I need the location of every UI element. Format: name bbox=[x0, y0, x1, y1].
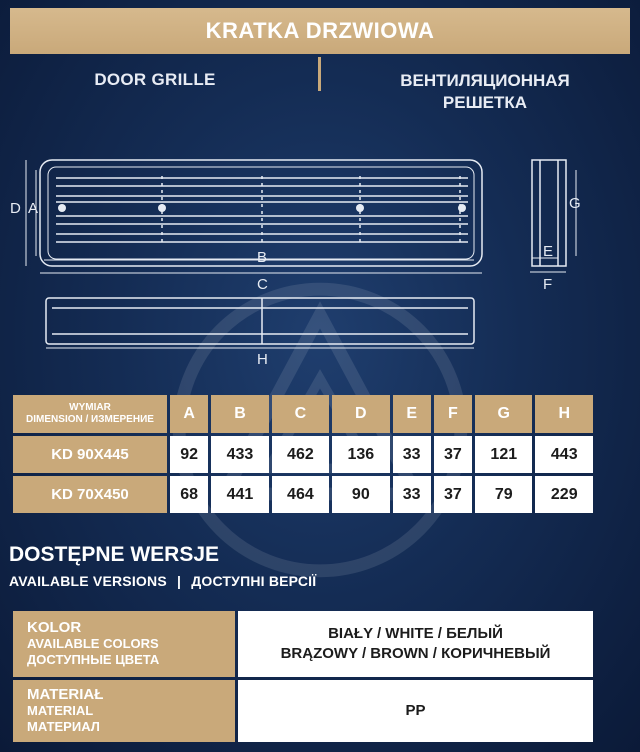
column-header-c: C bbox=[272, 395, 329, 433]
material-label-pl: MATERIAŁ bbox=[27, 686, 104, 703]
table-row bbox=[13, 436, 593, 473]
table-cell: 462 bbox=[272, 436, 329, 473]
material-label-en: MATERIAL bbox=[27, 703, 94, 718]
column-header-a: A bbox=[170, 395, 208, 433]
back-frame-view bbox=[46, 298, 474, 344]
dimension-lines bbox=[26, 160, 482, 348]
drawing-label-a: A bbox=[28, 200, 39, 217]
table-cell: 37 bbox=[434, 476, 472, 513]
drawing-label-b: B bbox=[257, 249, 268, 266]
column-header-e: E bbox=[393, 395, 431, 433]
color-label bbox=[13, 611, 235, 677]
versions-subtitle bbox=[9, 573, 316, 589]
drawing-label-f: F bbox=[543, 276, 553, 293]
table-cell: 68 bbox=[170, 476, 208, 513]
versions-title: DOSTĘPNE WERSJE bbox=[9, 543, 220, 566]
versions-subtitle-ua: ДОСТУПНІ ВЕРСІЇ bbox=[191, 573, 317, 589]
dimension-header-line1: WYMIAR bbox=[69, 402, 111, 413]
column-header-b: B bbox=[211, 395, 268, 433]
dimension-header-line2: DIMENSION / ИЗМЕРЕНИЕ bbox=[26, 414, 154, 425]
color-label-en: AVAILABLE COLORS bbox=[27, 636, 159, 651]
table-cell: 443 bbox=[535, 436, 593, 473]
table-cell: 121 bbox=[475, 436, 532, 473]
table-cell: 433 bbox=[211, 436, 268, 473]
subtitle-divider bbox=[318, 57, 321, 91]
color-label-pl: KOLOR bbox=[27, 619, 82, 636]
table-cell: 37 bbox=[434, 436, 472, 473]
table-cell: 33 bbox=[393, 436, 431, 473]
color-value bbox=[238, 611, 593, 677]
title-bar bbox=[10, 8, 630, 54]
subtitle-english: DOOR GRILLE bbox=[94, 70, 216, 89]
table-cell: 92 bbox=[170, 436, 208, 473]
column-header-f: F bbox=[434, 395, 472, 433]
table-cell: 79 bbox=[475, 476, 532, 513]
table-cell: 33 bbox=[393, 476, 431, 513]
table-cell: 136 bbox=[332, 436, 389, 473]
table-cell: 229 bbox=[535, 476, 593, 513]
material-value: PP bbox=[238, 680, 593, 742]
color-row bbox=[13, 611, 593, 677]
drawing-label-h: H bbox=[257, 351, 268, 368]
material-row bbox=[13, 680, 593, 742]
subtitle-russian-line1: ВЕНТИЛЯЦИОННАЯ bbox=[400, 71, 570, 90]
drawing-label-g: G bbox=[569, 195, 581, 212]
color-value-line2: BRĄZOWY / BROWN / КОРИЧНЕВЫЙ bbox=[280, 645, 551, 662]
table-row bbox=[13, 476, 593, 513]
column-header-g: G bbox=[475, 395, 532, 433]
material-label bbox=[13, 680, 235, 742]
drawing-label-e: E bbox=[543, 243, 554, 260]
column-header-h: H bbox=[535, 395, 593, 433]
technical-drawing bbox=[0, 140, 640, 370]
table-cell: 441 bbox=[211, 476, 268, 513]
page-title: KRATKA DRZWIOWA bbox=[205, 18, 435, 43]
color-label-ru: ДОСТУПНЫЕ ЦВЕТА bbox=[27, 652, 160, 667]
model-name: KD 90X445 bbox=[13, 436, 167, 473]
dimension-header bbox=[13, 395, 167, 433]
model-name: KD 70X450 bbox=[13, 476, 167, 513]
table-cell: 464 bbox=[272, 476, 329, 513]
dimensions-header-row bbox=[13, 395, 593, 433]
drawing-label-c: C bbox=[257, 276, 268, 293]
subtitle-russian-line2: РЕШЕТКА bbox=[442, 93, 528, 112]
versions-separator: | bbox=[176, 573, 182, 589]
versions-table bbox=[10, 608, 596, 745]
subtitle-russian bbox=[360, 70, 610, 114]
color-value-line1: BIAŁY / WHITE / БЕЛЫЙ bbox=[328, 625, 503, 642]
versions-subtitle-en: AVAILABLE VERSIONS bbox=[9, 573, 167, 589]
dimensions-table bbox=[10, 392, 596, 516]
drawing-label-d: D bbox=[10, 200, 21, 217]
column-header-d: D bbox=[332, 395, 389, 433]
table-cell: 90 bbox=[332, 476, 389, 513]
material-label-ru: МАТЕРИАЛ bbox=[27, 719, 100, 734]
